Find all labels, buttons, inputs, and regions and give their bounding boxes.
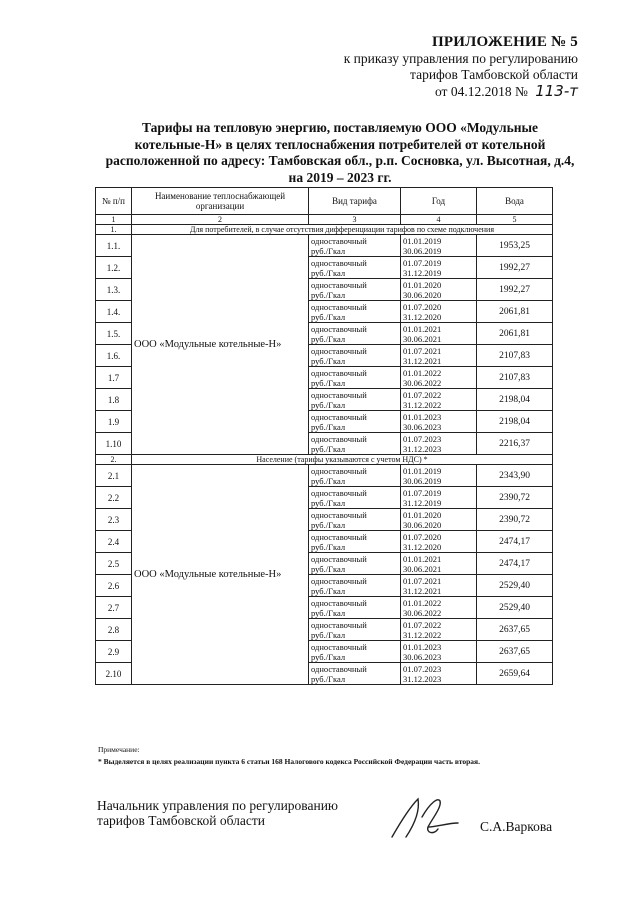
water-tariff-value: 2529,40 — [477, 575, 553, 597]
water-tariff-value: 2343,90 — [477, 465, 553, 487]
water-tariff-value: 2529,40 — [477, 597, 553, 619]
row-number: 1.4. — [96, 301, 132, 323]
tariff-unit: руб./Гкал — [311, 333, 346, 344]
tariff-unit: руб./Гкал — [311, 475, 346, 486]
tariff-type — [309, 641, 401, 663]
row-number: 2.5 — [96, 553, 132, 575]
period-start: 01.01.2020 — [403, 279, 442, 290]
period-end: 31.12.2020 — [403, 541, 442, 552]
tariff-unit: руб./Гкал — [311, 585, 346, 596]
tariff-period — [401, 575, 477, 597]
tariff-type-name: одноставочный — [311, 301, 367, 312]
period-start: 01.01.2023 — [403, 641, 442, 652]
period-end: 30.06.2020 — [403, 519, 442, 530]
row-number: 2.3 — [96, 509, 132, 531]
tariff-unit: руб./Гкал — [311, 355, 346, 366]
water-tariff-value: 2198,04 — [477, 389, 553, 411]
row-number: 1.3. — [96, 279, 132, 301]
row-number: 1.5. — [96, 323, 132, 345]
header-type: Вид тарифа — [309, 188, 401, 215]
period-end: 30.06.2019 — [403, 475, 442, 486]
period-end: 31.12.2023 — [403, 443, 442, 454]
period-end: 30.06.2023 — [403, 421, 442, 432]
period-end: 30.06.2019 — [403, 245, 442, 256]
period-end: 31.12.2023 — [403, 673, 442, 684]
tariff-period — [401, 597, 477, 619]
period-end: 30.06.2020 — [403, 289, 442, 300]
tariff-period — [401, 553, 477, 575]
annex-header — [344, 34, 578, 100]
tariff-period — [401, 345, 477, 367]
tariff-type-name: одноставочный — [311, 411, 367, 422]
header-num: № п/п — [96, 188, 132, 215]
signer-position — [97, 798, 338, 828]
tariff-type — [309, 301, 401, 323]
tariff-type — [309, 553, 401, 575]
row-number: 1.10 — [96, 433, 132, 455]
period-start: 01.07.2020 — [403, 301, 442, 312]
period-start: 01.07.2019 — [403, 257, 442, 268]
water-tariff-value: 2061,81 — [477, 323, 553, 345]
section-number: 1. — [96, 225, 132, 235]
annex-order-number: 113-т — [535, 82, 578, 100]
column-index-row — [96, 215, 553, 225]
table-row — [96, 465, 553, 487]
annex-order-date-text: от 04.12.2018 № — [434, 84, 528, 99]
notes-footnote: * Выделяется в целях реализации пункта 6 статьи 168 Налогового кодекса Российской Федерации часть вторая. — [98, 757, 480, 766]
period-end: 30.06.2021 — [403, 563, 442, 574]
column-index: 3 — [309, 215, 401, 225]
period-end: 31.12.2022 — [403, 399, 442, 410]
period-end: 31.12.2022 — [403, 629, 442, 640]
tariff-period — [401, 323, 477, 345]
row-number: 1.1. — [96, 235, 132, 257]
row-number: 1.2. — [96, 257, 132, 279]
tariff-type — [309, 279, 401, 301]
signer-position-line-2: тарифов Тамбовской области — [97, 813, 265, 828]
row-number: 2.7 — [96, 597, 132, 619]
tariff-type-name: одноставочный — [311, 279, 367, 290]
notes — [98, 744, 480, 768]
annex-order-date — [344, 83, 578, 100]
period-end: 31.12.2021 — [403, 585, 442, 596]
document-title — [60, 120, 620, 186]
period-start: 01.01.2023 — [403, 411, 442, 422]
row-number: 1.8 — [96, 389, 132, 411]
section-row — [96, 455, 553, 465]
tariff-type-name: одноставочный — [311, 345, 367, 356]
row-number: 1.6. — [96, 345, 132, 367]
period-start: 01.01.2020 — [403, 509, 442, 520]
tariff-type-name: одноставочный — [311, 597, 367, 608]
water-tariff-value: 2474,17 — [477, 531, 553, 553]
column-index: 2 — [132, 215, 309, 225]
header-org: Наименование теплоснабжающей организации — [132, 188, 309, 215]
table-header-row — [96, 188, 553, 215]
water-tariff-value: 2107,83 — [477, 367, 553, 389]
tariff-type — [309, 487, 401, 509]
tariff-unit: руб./Гкал — [311, 541, 346, 552]
tariff-type — [309, 345, 401, 367]
period-start: 01.01.2022 — [403, 597, 442, 608]
water-tariff-value: 2390,72 — [477, 487, 553, 509]
annex-title: ПРИЛОЖЕНИЕ № 5 — [431, 34, 578, 50]
tariff-period — [401, 509, 477, 531]
tariff-unit: руб./Гкал — [311, 289, 346, 300]
tariff-period — [401, 411, 477, 433]
period-end: 30.06.2021 — [403, 333, 442, 344]
handwritten-signature — [384, 793, 464, 843]
tariff-unit: руб./Гкал — [311, 267, 346, 278]
signer-name: С.А.Варкова — [480, 819, 553, 834]
period-end: 31.12.2021 — [403, 355, 442, 366]
period-start: 01.07.2022 — [403, 389, 442, 400]
row-number: 2.6 — [96, 575, 132, 597]
water-tariff-value: 1953,25 — [477, 235, 553, 257]
tariff-type-name: одноставочный — [311, 367, 367, 378]
header-year: Год — [401, 188, 477, 215]
water-tariff-value: 2637,65 — [477, 619, 553, 641]
water-tariff-value: 1992,27 — [477, 257, 553, 279]
tariff-period — [401, 279, 477, 301]
tariff-period — [401, 641, 477, 663]
tariff-unit: руб./Гкал — [311, 245, 346, 256]
tariff-type-name: одноставочный — [311, 433, 367, 444]
tariff-type-name: одноставочный — [311, 531, 367, 542]
tariff-unit: руб./Гкал — [311, 443, 346, 454]
period-end: 30.06.2022 — [403, 607, 442, 618]
tariff-period — [401, 389, 477, 411]
tariff-type-name: одноставочный — [311, 323, 367, 334]
section-number: 2. — [96, 455, 132, 465]
tariff-unit: руб./Гкал — [311, 377, 346, 388]
column-index: 5 — [477, 215, 553, 225]
tariff-type-name: одноставочный — [311, 641, 367, 652]
tariff-type-name: одноставочный — [311, 575, 367, 586]
tariff-period — [401, 433, 477, 455]
row-number: 2.2 — [96, 487, 132, 509]
tariff-period — [401, 301, 477, 323]
water-tariff-value: 2216,37 — [477, 433, 553, 455]
table-body — [96, 215, 553, 685]
tariff-type-name: одноставочный — [311, 487, 367, 498]
tariff-type — [309, 411, 401, 433]
tariff-type-name: одноставочный — [311, 509, 367, 520]
tariff-period — [401, 257, 477, 279]
tariff-type-name: одноставочный — [311, 465, 367, 476]
tariff-unit: руб./Гкал — [311, 607, 346, 618]
tariff-type — [309, 433, 401, 455]
period-start: 01.01.2021 — [403, 323, 442, 334]
period-start: 01.07.2023 — [403, 663, 442, 674]
tariff-type — [309, 323, 401, 345]
water-tariff-value: 2198,04 — [477, 411, 553, 433]
tariff-type — [309, 575, 401, 597]
tariff-type — [309, 367, 401, 389]
row-number: 1.9 — [96, 411, 132, 433]
row-number: 2.1 — [96, 465, 132, 487]
tariff-unit: руб./Гкал — [311, 399, 346, 410]
tariffs-table — [95, 187, 553, 685]
section-caption: Для потребителей, в случае отсутствия дифференциации тарифов по схеме подключения — [132, 225, 553, 235]
title-line-3: расположенной по адресу: Тамбовская обл., р.п. Сосновка, ул. Высотная, д.4, — [105, 153, 575, 168]
period-start: 01.07.2021 — [403, 575, 442, 586]
tariff-unit: руб./Гкал — [311, 311, 346, 322]
section-caption: Население (тарифы указываются с учетом НДС) * — [132, 455, 553, 465]
organization-name: ООО «Модульные котельные-Н» — [132, 465, 309, 685]
tariff-unit: руб./Гкал — [311, 497, 346, 508]
tariff-unit: руб./Гкал — [311, 629, 346, 640]
tariff-type — [309, 509, 401, 531]
tariff-unit: руб./Гкал — [311, 421, 346, 432]
table-row — [96, 235, 553, 257]
tariff-type-name: одноставочный — [311, 553, 367, 564]
row-number: 2.9 — [96, 641, 132, 663]
row-number: 1.7 — [96, 367, 132, 389]
tariff-type — [309, 619, 401, 641]
row-number: 2.10 — [96, 663, 132, 685]
tariff-period — [401, 487, 477, 509]
period-start: 01.07.2019 — [403, 487, 442, 498]
water-tariff-value: 2659,64 — [477, 663, 553, 685]
period-start: 01.07.2022 — [403, 619, 442, 630]
row-number: 2.4 — [96, 531, 132, 553]
tariff-type — [309, 465, 401, 487]
period-start: 01.07.2021 — [403, 345, 442, 356]
tariff-period — [401, 367, 477, 389]
water-tariff-value: 2107,83 — [477, 345, 553, 367]
period-start: 01.01.2019 — [403, 235, 442, 246]
signer-position-line-1: Начальник управления по регулированию — [97, 798, 339, 813]
tariff-unit: руб./Гкал — [311, 519, 346, 530]
period-start: 01.01.2022 — [403, 367, 442, 378]
title-line-2: котельные-Н» в целях теплоснабжения потребителей от котельной — [134, 136, 546, 152]
tariff-type-name: одноставочный — [311, 257, 367, 268]
annex-order-ref: к приказу управления по регулированию — [343, 51, 578, 66]
period-end: 30.06.2023 — [403, 651, 442, 662]
water-tariff-value: 2474,17 — [477, 553, 553, 575]
tariff-period — [401, 663, 477, 685]
period-end: 31.12.2019 — [403, 267, 442, 278]
organization-name: ООО «Модульные котельные-Н» — [132, 235, 309, 455]
tariff-type-name: одноставочный — [311, 235, 367, 246]
period-end: 31.12.2020 — [403, 311, 442, 322]
tariff-unit: руб./Гкал — [311, 651, 346, 662]
annex-authority: тарифов Тамбовской области — [410, 67, 578, 82]
period-end: 31.12.2019 — [403, 497, 442, 508]
period-start: 01.07.2023 — [403, 433, 442, 444]
tariff-unit: руб./Гкал — [311, 673, 346, 684]
tariff-type-name: одноставочный — [311, 389, 367, 400]
tariff-unit: руб./Гкал — [311, 563, 346, 574]
tariff-type — [309, 531, 401, 553]
tariff-type — [309, 257, 401, 279]
period-start: 01.01.2021 — [403, 553, 442, 564]
tariff-type-name: одноставочный — [311, 619, 367, 630]
water-tariff-value: 2390,72 — [477, 509, 553, 531]
column-index: 1 — [96, 215, 132, 225]
tariff-type — [309, 389, 401, 411]
tariff-period — [401, 531, 477, 553]
tariff-type — [309, 235, 401, 257]
water-tariff-value: 2637,65 — [477, 641, 553, 663]
section-row — [96, 225, 553, 235]
tariff-period — [401, 465, 477, 487]
header-water: Вода — [477, 188, 553, 215]
period-end: 30.06.2022 — [403, 377, 442, 388]
column-index: 4 — [401, 215, 477, 225]
row-number: 2.8 — [96, 619, 132, 641]
period-start: 01.01.2019 — [403, 465, 442, 476]
notes-heading: Примечание: — [98, 745, 140, 754]
tariff-type — [309, 597, 401, 619]
tariff-type — [309, 663, 401, 685]
title-line-1: Тарифы на тепловую энергию, поставляемую ООО «Модульные — [141, 120, 539, 135]
title-line-4: на 2019 – 2023 гг. — [288, 169, 392, 185]
tariff-period — [401, 619, 477, 641]
period-start: 01.07.2020 — [403, 531, 442, 542]
tariff-period — [401, 235, 477, 257]
water-tariff-value: 1992,27 — [477, 279, 553, 301]
tariff-type-name: одноставочный — [311, 663, 367, 674]
water-tariff-value: 2061,81 — [477, 301, 553, 323]
